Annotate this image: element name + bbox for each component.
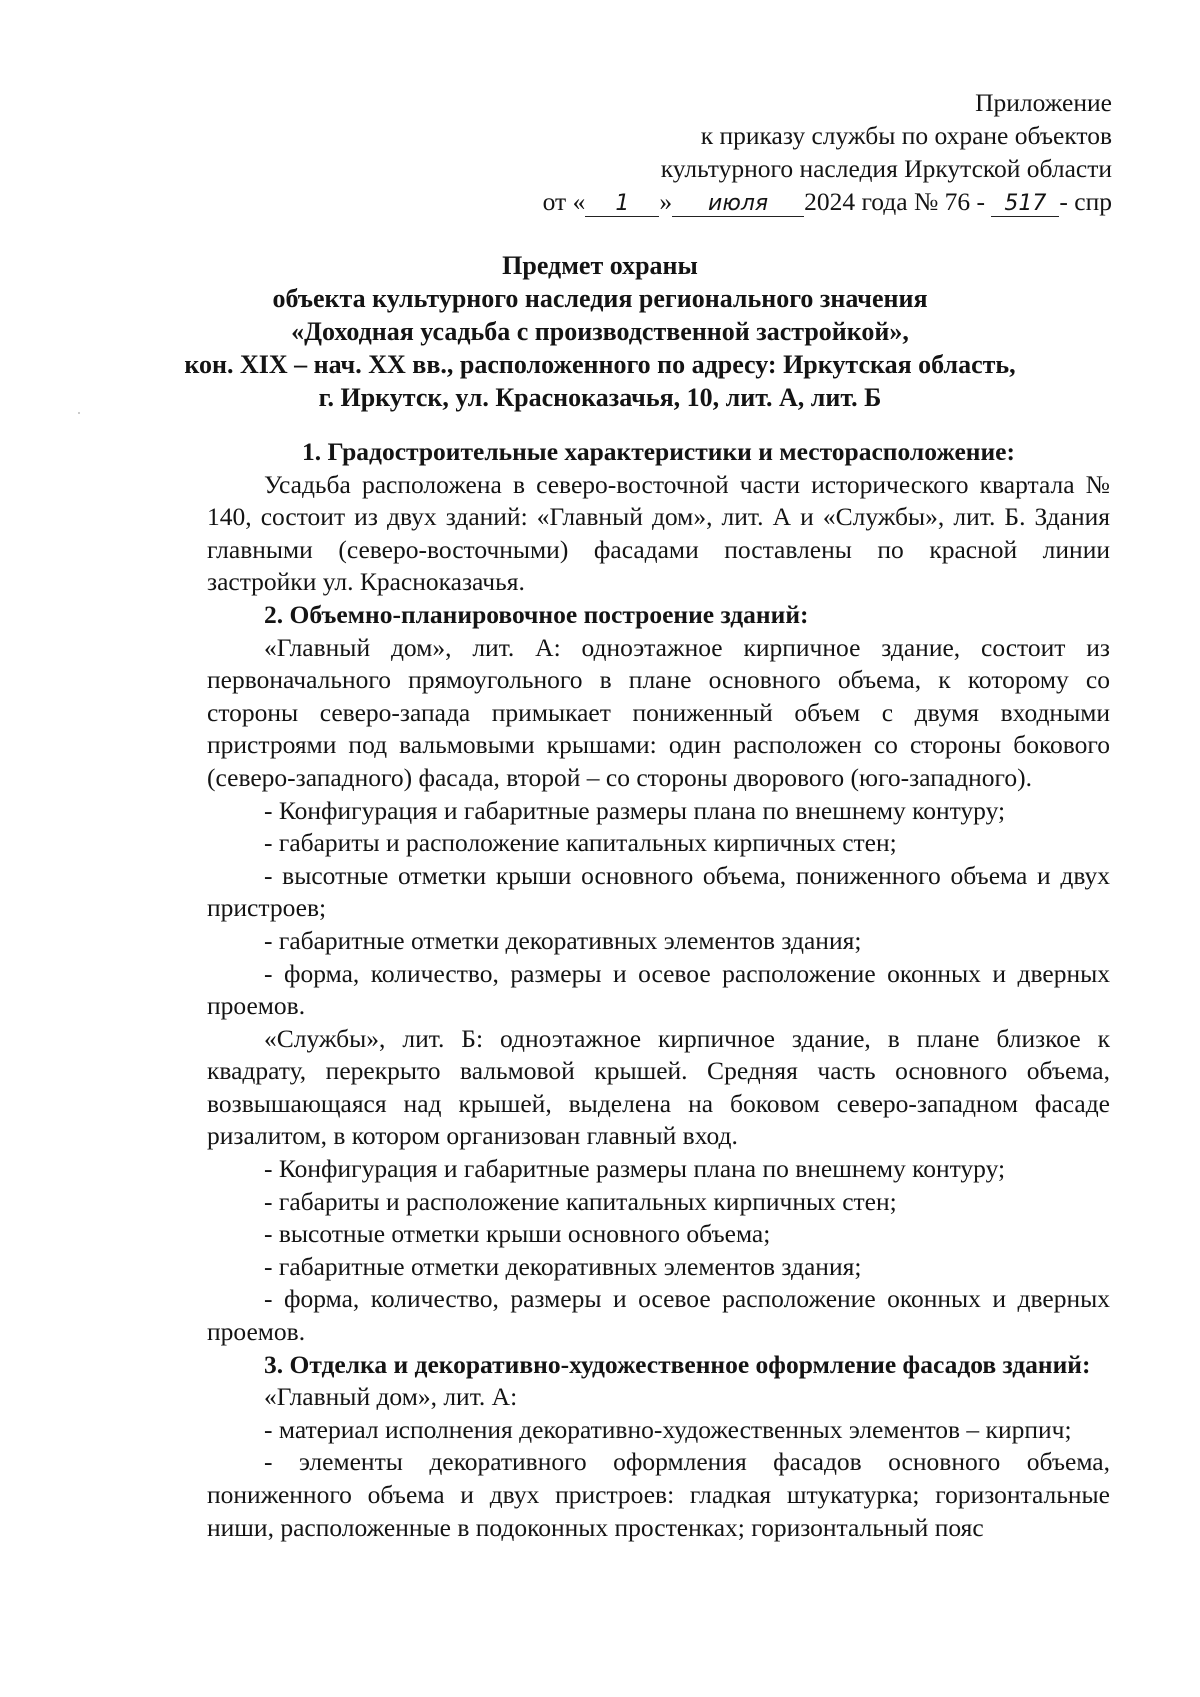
handwritten-month: июля <box>672 192 804 217</box>
list-item: - высотные отметки крыши основного объема; <box>264 1219 771 1249</box>
list-item: - Конфигурация и габаритные размеры плана по внешнему контуру; <box>264 1154 1006 1184</box>
list-item: - габаритные отметки декоративных элементов здания; <box>264 925 862 955</box>
paragraph: «Службы», лит. Б: одноэтажное кирпичное здание, в плане близкое к квадрату, перекрыто вальмовой крышей. Средняя часть основного объема, возвышающаяся над крышей, выделена на боковом северо-западном фасаде ризалитом, в котором организован главный вход. <box>207 1023 1110 1151</box>
list-item: - габариты и расположение капитальных кирпичных стен; <box>264 828 897 858</box>
list-item: - элементы декоративного оформления фасадов основного объема, пониженного объема и двух пристроев: гладкая штукатурка; горизонтальные ниши, расположенные в подоконных простенках; горизонтальный пояс <box>207 1447 1110 1542</box>
list-item: - высотные отметки крыши основного объема, пониженного объема и двух пристроев; <box>207 860 1110 923</box>
list-item: - габариты и расположение капитальных кирпичных стен; <box>264 1186 897 1216</box>
section-heading-1: 1. Градостроительные характеристики и месторасположение: <box>302 437 1015 466</box>
list-item: - габаритные отметки декоративных элементов здания; <box>264 1251 862 1281</box>
list-item: - Конфигурация и габаритные размеры плана по внешнему контуру; <box>264 795 1006 825</box>
list-item: - форма, количество, размеры и осевое расположение оконных и дверных проемов. <box>207 1284 1110 1347</box>
list-item: - форма, количество, размеры и осевое расположение оконных и дверных проемов. <box>207 958 1110 1021</box>
title-line-5: г. Иркутск, ул. Красноказачья, 10, лит. А, лит. Б <box>318 383 882 412</box>
handwritten-order-number: 517 <box>991 192 1059 217</box>
order-reference-line1: к приказу службы по охране объектов <box>700 121 1112 150</box>
paragraph: «Главный дом», лит. А: <box>264 1382 518 1412</box>
appendix-header <box>472 86 1112 218</box>
date-prefix: от « <box>542 187 586 216</box>
appendix-label: Приложение <box>975 88 1112 117</box>
order-date-line <box>472 185 1112 218</box>
paragraph: «Главный дом», лит. А: одноэтажное кирпичное здание, состоит из первоначального прямоугольного в плане основного объема, к которому со стороны северо-запада примыкает пониженный объем с двумя входными пристроями под вальмовыми крышами: один расположен со стороны бокового (северо-западного) фасада, второй – со стороны дворового (юго-западного). <box>207 632 1110 792</box>
date-mid: » <box>659 187 673 216</box>
title-line-1: Предмет охраны <box>502 251 698 280</box>
title-line-4: кон. XIX – нач. XX вв., расположенного по адресу: Иркутская область, <box>184 350 1016 379</box>
scan-speck <box>78 412 80 414</box>
title-line-2: объекта культурного наследия регионального значения <box>272 284 928 313</box>
document-title <box>100 249 1100 414</box>
order-reference-line2: культурного наследия Иркутской области <box>660 154 1112 183</box>
section-heading-2: 2. Объемно-планировочное построение зданий: <box>264 599 809 629</box>
year-and-number: 2024 года № 76 - <box>804 187 986 216</box>
title-line-3: «Доходная усадьба с производственной застройкой», <box>291 317 909 346</box>
order-suffix: - спр <box>1059 187 1112 216</box>
handwritten-day: 1 <box>585 192 659 217</box>
list-item: - материал исполнения декоративно-художественных элементов – кирпич; <box>264 1414 1072 1444</box>
section-heading-3: 3. Отделка и декоративно-художественное оформление фасадов зданий: <box>264 1349 1091 1379</box>
paragraph: Усадьба расположена в северо-восточной части исторического квартала № 140, состоит из двух зданий: «Главный дом», лит. А и «Службы», лит. Б. Здания главными (северо-восточными) фасадами поставлены по красной линии застройки ул. Красноказачья. <box>207 469 1110 597</box>
document-body <box>207 436 1110 1544</box>
